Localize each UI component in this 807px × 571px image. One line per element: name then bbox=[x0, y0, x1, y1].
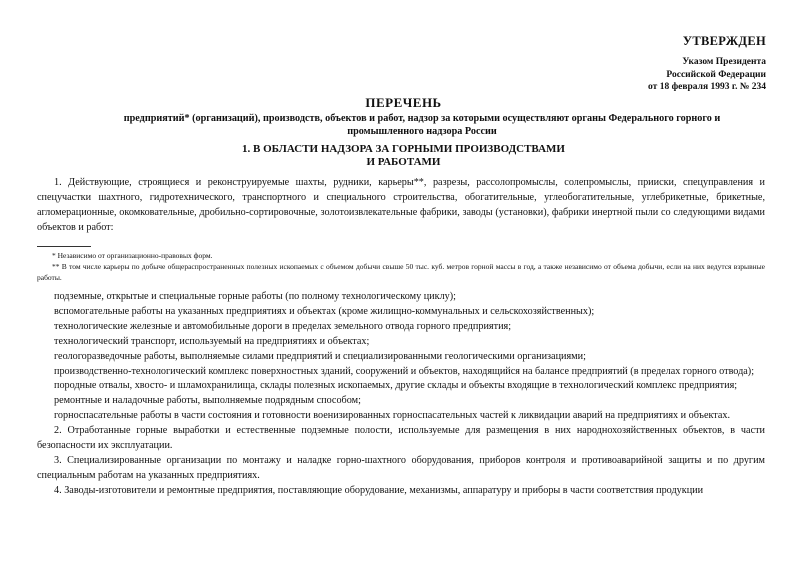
document-subtitle bbox=[72, 112, 772, 138]
list-item: породные отвалы, хвосто- и шламохранилища, склады полезных ископаемых, другие склады и объекты входящие в технологический комплекс предприятия; bbox=[54, 380, 738, 392]
section-heading-line-1: 1. В ОБЛАСТИ НАДЗОРА ЗА ГОРНЫМИ ПРОИЗВОДСТВАМИ bbox=[242, 143, 565, 155]
footnote-1: * Независимо от организационно-правовых форм. bbox=[52, 251, 213, 260]
intro-paragraph: 1. Действующие, строящиеся и реконструируемые шахты, рудники, карьеры**, разрезы, рассолопромыслы, солепромыслы, прииски, спецуправления и спецучастки шахтного, гидротехнического, транспортного и специального строительства, обогатительные, углеобогатительные, углебрикетные, брикетные, агломерационные, окомковательные, дробильно-сортировочные, золотоизвлекательные фабрики, заводы (установки), фабрики инертной пыли со следующими видами объектов и работ: bbox=[37, 177, 765, 233]
subtitle-line-2: промышленного надзора России bbox=[347, 126, 497, 137]
decree-line-1: Указом Президента bbox=[682, 57, 766, 67]
list-item: вспомогательные работы на указанных предприятиях и объектах (кроме жилищно-коммунальных и сельскохозяйственных); bbox=[54, 305, 595, 317]
decree-line-2: Российской Федерации bbox=[666, 69, 766, 80]
item-list bbox=[37, 290, 765, 499]
list-item: ремонтные и наладочные работы, выполняемые подрядным способом; bbox=[54, 395, 361, 407]
list-item: горноспасательные работы в части состояния и готовности военизированных горноспасательных частей к ликвидации аварий на предприятиях и объектах. bbox=[54, 410, 731, 422]
list-item: геологоразведочные работы, выполняемые силами предприятий и специализированными геологическими организациями; bbox=[54, 350, 586, 362]
numbered-paragraph-2: 2. Отработанные горные выработки и естественные подземные полости, используемые для размещения в них народнохозяйственных объектов, в части безопасности их эксплуатации. bbox=[37, 425, 765, 452]
decree-reference bbox=[648, 56, 766, 94]
list-item: технологический транспорт, используемый на предприятиях и объектах; bbox=[54, 335, 370, 347]
numbered-paragraph-4: 4. Заводы-изготовители и ремонтные предприятия, поставляющие оборудование, механизмы, аппаратуру и приборы в части соответствия продукции bbox=[54, 484, 704, 496]
numbered-paragraph-3: 3. Специализированные организации по монтажу и наладке горно-шахтного оборудования, приборов контроля и противоаварийной защиты и по другим специальным работам на указанных предприятиях. bbox=[37, 454, 765, 481]
list-item: производственно-технологический комплекс поверхностных зданий, сооружений и объектов, находящийся на балансе предприятий (в пределах горного отвода); bbox=[54, 365, 755, 377]
footnotes bbox=[37, 250, 765, 284]
approved-heading: УТВЕРЖДЕН bbox=[682, 34, 766, 48]
footnote-divider bbox=[37, 246, 91, 247]
decree-line-3: от 18 февраля 1993 г. № 234 bbox=[648, 82, 766, 92]
footnote-2: ** В том числе карьеры по добыче общераспространенных полезных ископаемых с объемом добычи свыше 50 тыс. куб. метров горной массы в год, а также независимо от объема добычи, если на них ведутся взрывные работы. bbox=[37, 262, 765, 283]
section-heading-line-2: И РАБОТАМИ bbox=[366, 156, 441, 168]
document-title: ПЕРЕЧЕНЬ bbox=[365, 95, 442, 110]
list-item: технологические железные и автомобильные дороги в пределах земельного отвода горного предприятия; bbox=[54, 320, 512, 332]
section-heading bbox=[0, 143, 807, 169]
subtitle-line-1: предприятий* (организаций), производств, объектов и работ, надзор за которыми осуществляют органы Федерального горного и bbox=[123, 113, 721, 124]
list-item: подземные, открытые и специальные горные работы (по полному технологическому циклу); bbox=[54, 291, 456, 302]
intro-block bbox=[37, 176, 765, 236]
